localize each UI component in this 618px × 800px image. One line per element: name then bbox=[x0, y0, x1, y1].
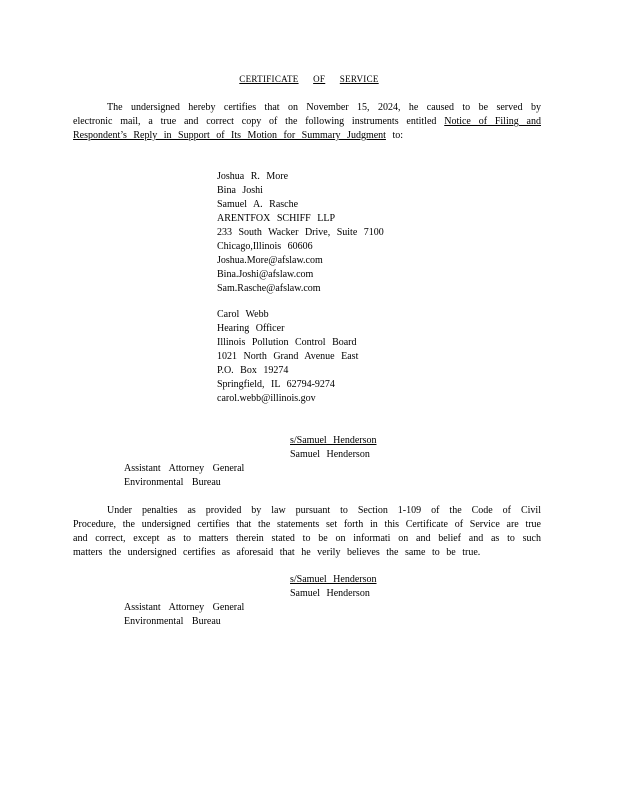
recipient-line: 1021 North Grand Avenue East bbox=[217, 351, 359, 362]
recipient-line: Joshua R. More bbox=[217, 171, 289, 182]
signer-bureau: Environmental Bureau bbox=[124, 616, 221, 627]
recipient-email: Sam.Rasche@afslaw.com bbox=[217, 283, 321, 294]
intro-text: The undersigned hereby certifies that on November 15, 2024, he caused to be served by electronic mail, a true and correct copy of the following instruments entitled bbox=[73, 102, 541, 127]
recipient-line: Carol Webb bbox=[217, 309, 269, 320]
document-title bbox=[0, 74, 618, 84]
recipient-email: Joshua.More@afslaw.com bbox=[217, 255, 323, 266]
intro-end: to: bbox=[385, 130, 403, 141]
signer-title: Assistant Attorney General bbox=[124, 602, 245, 613]
verification-text: Under penalties as provided by law pursuant to Section 1-109 of the Code of Civil Procedure, the undersigned certifies that the statements set forth in this Certificate of Service are true and correct, except as to matters therein stated to be on informati on and belief and as to such matters the undersigned certifies as aforesaid that he verily believes the same to be true. bbox=[73, 505, 541, 558]
recipient-block-hearing-officer bbox=[217, 308, 358, 406]
title-word-of: OF bbox=[313, 74, 326, 84]
recipient-line: Springfield, IL 62794-9274 bbox=[217, 379, 335, 390]
recipient-line: Samuel A. Rasche bbox=[217, 199, 299, 210]
recipient-email: Bina.Joshi@afslaw.com bbox=[217, 269, 314, 280]
signer-title-block-2 bbox=[124, 601, 244, 629]
recipient-line: 233 South Wacker Drive, Suite 7100 bbox=[217, 227, 384, 238]
signature-block-1 bbox=[290, 434, 377, 462]
verification-paragraph bbox=[73, 504, 541, 560]
title-word-service: SERVICE bbox=[339, 74, 379, 84]
recipient-line: Bina Joshi bbox=[217, 185, 263, 196]
signature-block-2 bbox=[290, 573, 377, 601]
recipient-line: Hearing Officer bbox=[217, 323, 285, 334]
instrument-title: Notice of Filing and Respondent’s Reply in Support of Its Motion for Summary Judgment bbox=[73, 116, 541, 141]
signer-name: Samuel Henderson bbox=[290, 449, 370, 460]
certificate-intro-paragraph bbox=[73, 101, 541, 143]
signer-name: Samuel Henderson bbox=[290, 588, 370, 599]
electronic-signature: s/Samuel Henderson bbox=[290, 574, 377, 585]
recipient-block-counsel bbox=[217, 170, 384, 296]
signer-title-block-1 bbox=[124, 462, 244, 490]
signer-bureau: Environmental Bureau bbox=[124, 477, 221, 488]
recipient-line: Chicago,Illinois 60606 bbox=[217, 241, 313, 252]
electronic-signature: s/Samuel Henderson bbox=[290, 435, 377, 446]
signer-title: Assistant Attorney General bbox=[124, 463, 245, 474]
recipient-email: carol.webb@illinois.gov bbox=[217, 393, 316, 404]
recipient-line: ARENTFOX SCHIFF LLP bbox=[217, 213, 336, 224]
title-word-certificate: CERTIFICATE bbox=[239, 74, 299, 84]
recipient-line: P.O. Box 19274 bbox=[217, 365, 289, 376]
recipient-line: Illinois Pollution Control Board bbox=[217, 337, 357, 348]
